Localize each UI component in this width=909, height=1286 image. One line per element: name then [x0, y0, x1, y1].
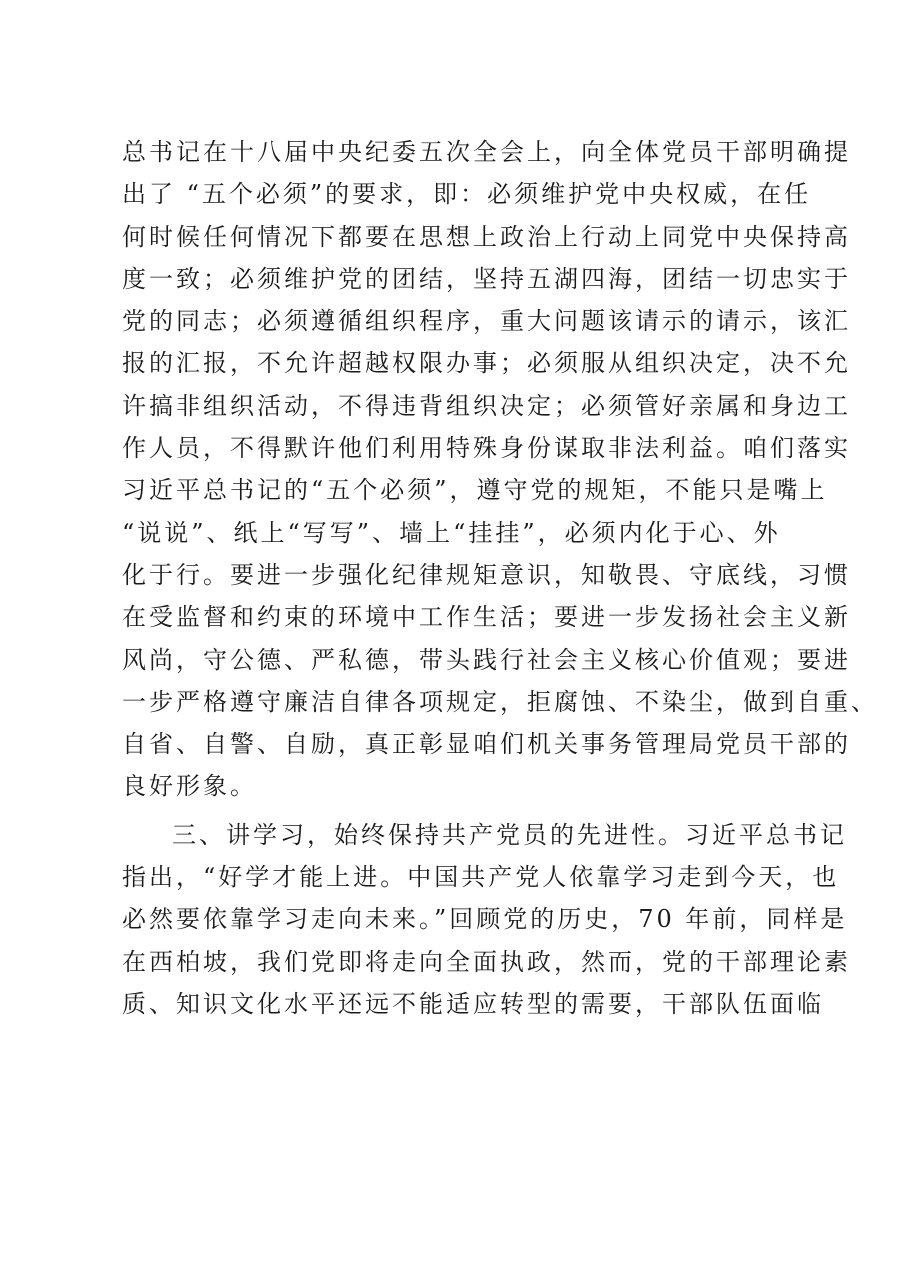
text-line: 必然要依靠学习走向未来。”回顾党的历史，70 年前，同样是	[122, 905, 848, 934]
text-line: 质、知识文化水平还远不能适应转型的需要，干部队伍面临	[122, 989, 824, 1018]
text-line: 党的同志；必须遵循组织程序，重大问题该请示的请示，该汇	[122, 307, 851, 336]
paragraph-1	[122, 131, 878, 808]
text-line: 总书记在十八届中央纪委五次全会上，向全体党员干部明确提	[122, 138, 851, 166]
text-line: 报的汇报，不允许超越权限办事；必须服从组织决定，决不允	[122, 349, 851, 378]
text-line: 作人员，不得默许他们利用特殊身份谋取非法利益。咱们落实	[122, 434, 851, 463]
text-line: 自省、自警、自励，真正彰显咱们机关事务管理局党员干部的	[122, 730, 851, 759]
text-line: 许搞非组织活动，不得违背组织决定；必须管好亲属和身边工	[122, 391, 851, 420]
text-line: 化于行。要进一步强化纪律规矩意识，知敬畏、守底线，习惯	[122, 560, 851, 589]
text-line: 良好形象。	[122, 772, 257, 801]
text-line: 风尚，守公德、严私德，带头践行社会主义核心价值观；要进	[122, 645, 851, 674]
text-line: 在受监督和约束的环境中工作生活；要进一步发扬社会主义新	[122, 603, 851, 632]
text-line: 一步严格遵守廉洁自律各项规定，拒腐蚀、不染尘，做到自重、	[122, 687, 878, 716]
text-line: 三、讲学习，始终保持共产党员的先进性。习近平总书记	[172, 820, 847, 849]
text-line: “说说”、纸上“写写”、墙上“挂挂”，必须内化于心、外	[122, 518, 781, 547]
text-line: 在西柏坡，我们党即将走向全面执政，然而，党的干部理论素	[122, 947, 851, 976]
text-line: 习近平总书记的“五个必须”，遵守党的规矩，不能只是嘴上	[122, 476, 828, 505]
text-line: 出了 “五个必须”的要求，即：必须维护党中央权威，在任	[122, 180, 812, 209]
text-line: 何时候任何情况下都要在思想上政治上行动上同党中央保持高	[122, 222, 851, 251]
text-line: 指出，“好学才能上进。中国共产党人依靠学习走到今天，也	[122, 863, 840, 892]
body-text	[122, 131, 878, 1025]
text-line: 度一致；必须维护党的团结，坚持五湖四海，团结一切忠实于	[122, 264, 851, 293]
paragraph-2	[122, 814, 851, 1025]
